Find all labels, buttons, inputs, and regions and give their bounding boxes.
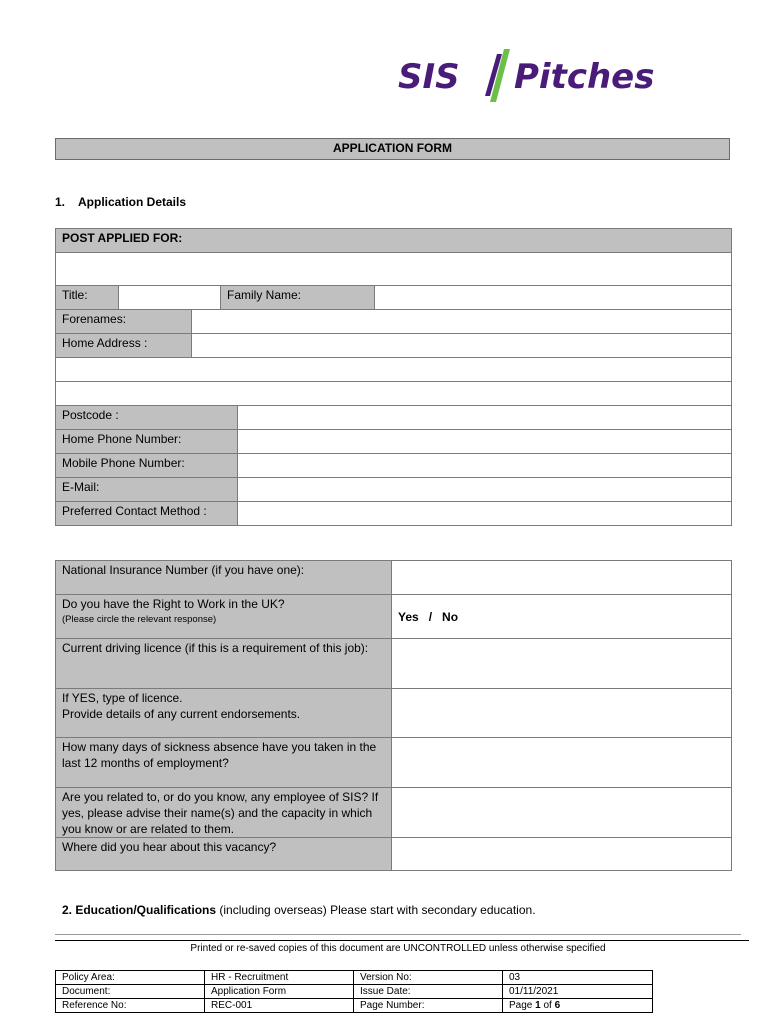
section-2-subtitle: (including overseas) Please start with secondary education. <box>216 903 536 917</box>
email-field[interactable] <box>238 478 732 502</box>
issue-date-value: 01/11/2021 <box>503 985 653 999</box>
page-number-value: Page 1 of 6 <box>503 999 653 1013</box>
section-2-heading <box>62 903 536 917</box>
reference-label: Reference No: <box>56 999 205 1013</box>
licence-type-label <box>56 689 392 738</box>
forenames-label: Forenames: <box>56 310 192 334</box>
email-label: E-Mail: <box>56 478 238 502</box>
vacancy-source-label: Where did you hear about this vacancy? <box>56 838 392 871</box>
section-1-heading <box>55 195 186 209</box>
title-field[interactable] <box>119 286 221 310</box>
licence-type-field[interactable] <box>392 689 732 738</box>
sickness-absence-label: How many days of sickness absence have you taken in the last 12 months of employment? <box>56 738 392 788</box>
family-name-field[interactable] <box>375 286 732 310</box>
home-address-line-3[interactable] <box>56 382 732 406</box>
related-employee-label: Are you related to, or do you know, any employee of SIS? If yes, please advise their name(s) and the capacity in which you know or are related to them. <box>56 788 392 838</box>
preferred-contact-field[interactable] <box>238 502 732 526</box>
policy-area-label: Policy Area: <box>56 971 205 985</box>
application-details-table <box>55 228 732 526</box>
section-1-number: 1. <box>55 195 66 209</box>
reference-value: REC-001 <box>205 999 354 1013</box>
home-address-line-2[interactable] <box>56 358 732 382</box>
sickness-absence-field[interactable] <box>392 738 732 788</box>
form-title: APPLICATION FORM <box>55 138 730 160</box>
postcode-field[interactable] <box>238 406 732 430</box>
right-to-work-label <box>56 595 392 639</box>
family-name-label: Family Name: <box>221 286 375 310</box>
vacancy-source-field[interactable] <box>392 838 732 871</box>
ni-number-label: National Insurance Number (if you have one): <box>56 561 392 595</box>
forenames-field[interactable] <box>192 310 732 334</box>
post-applied-for-field[interactable] <box>56 253 732 286</box>
version-label: Version No: <box>354 971 503 985</box>
logo-text-pitches: Pitches <box>514 57 655 97</box>
post-applied-for-label: POST APPLIED FOR: <box>56 229 732 253</box>
document-value: Application Form <box>205 985 354 999</box>
home-phone-field[interactable] <box>238 430 732 454</box>
postcode-label: Postcode : <box>56 406 238 430</box>
mobile-phone-label: Mobile Phone Number: <box>56 454 238 478</box>
preferred-contact-label: Preferred Contact Method : <box>56 502 238 526</box>
licence-type-line-2: Provide details of any current endorsements. <box>62 707 301 721</box>
driving-licence-field[interactable] <box>392 639 732 689</box>
mobile-phone-field[interactable] <box>238 454 732 478</box>
right-to-work-note: (Please circle the relevant response) <box>62 614 217 625</box>
related-employee-field[interactable] <box>392 788 732 838</box>
footer-divider-top <box>55 934 741 935</box>
version-value: 03 <box>503 971 653 985</box>
questions-table <box>55 560 732 871</box>
page-total: 6 <box>554 1000 561 1011</box>
right-to-work-answer[interactable]: Yes / No <box>392 595 732 639</box>
home-address-field[interactable] <box>192 334 732 358</box>
document-control-table <box>55 970 653 1013</box>
right-to-work-question: Do you have the Right to Work in the UK? <box>62 597 285 611</box>
uncontrolled-copy-note: Printed or re-saved copies of this document are UNCONTROLLED unless otherwise specified <box>190 943 606 954</box>
home-phone-label: Home Phone Number: <box>56 430 238 454</box>
licence-type-line-1: If YES, type of licence. <box>62 691 183 705</box>
ni-number-field[interactable] <box>392 561 732 595</box>
sis-pitches-logo <box>396 44 696 106</box>
issue-date-label: Issue Date: <box>354 985 503 999</box>
driving-licence-label: Current driving licence (if this is a requirement of this job): <box>56 639 392 689</box>
page-current: 1 <box>535 1000 541 1011</box>
policy-area-value: HR - Recruitment <box>205 971 354 985</box>
section-1-title: Application Details <box>78 195 187 209</box>
home-address-label: Home Address : <box>56 334 192 358</box>
page-number-label: Page Number: <box>354 999 503 1013</box>
footer-divider <box>55 940 749 941</box>
title-label: Title: <box>56 286 119 310</box>
logo-text-sis: SIS <box>398 57 460 97</box>
document-label: Document: <box>56 985 205 999</box>
section-2-title: 2. Education/Qualifications <box>62 903 217 917</box>
